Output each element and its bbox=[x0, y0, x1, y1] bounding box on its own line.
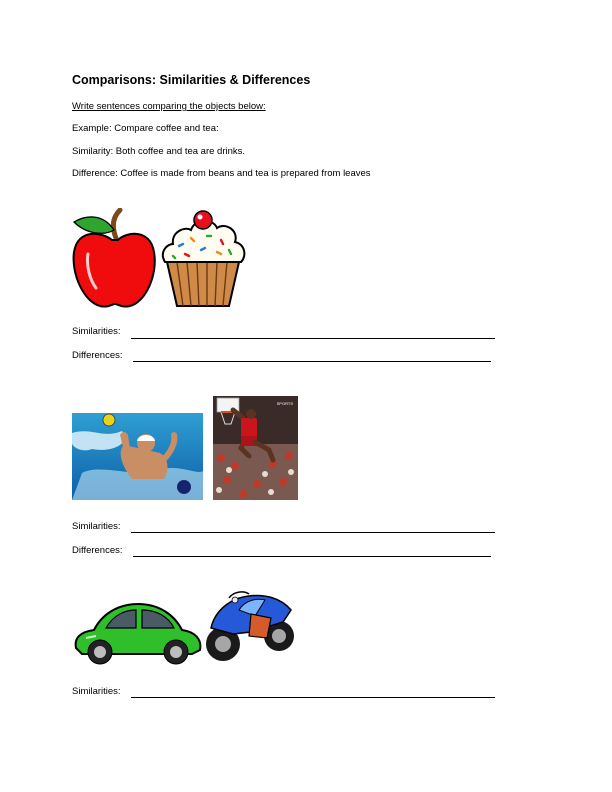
photo-credit: SPORTS bbox=[276, 401, 293, 406]
differences-answer-line-2[interactable] bbox=[133, 556, 491, 557]
example-prompt: Example: Compare coffee and tea: bbox=[72, 123, 219, 134]
similarities-label-2: Similarities: bbox=[72, 521, 121, 532]
differences-answer-line-1[interactable] bbox=[133, 361, 491, 362]
basketball-dunk-photo bbox=[213, 396, 298, 500]
cupcake-image bbox=[161, 206, 247, 309]
blue-motorcycle-image bbox=[205, 588, 297, 665]
apple-image bbox=[72, 208, 156, 311]
green-car-image bbox=[72, 600, 202, 665]
water-polo-photo bbox=[72, 413, 203, 500]
differences-label-2: Differences: bbox=[72, 545, 123, 556]
instruction-text: Write sentences comparing the objects below: bbox=[72, 101, 266, 112]
similarities-answer-line-2[interactable] bbox=[131, 532, 495, 533]
similarities-label-3: Similarities: bbox=[72, 686, 121, 697]
similarities-answer-line-1[interactable] bbox=[131, 338, 495, 339]
example-difference: Difference: Coffee is made from beans and tea is prepared from leaves bbox=[72, 168, 371, 179]
differences-label-1: Differences: bbox=[72, 350, 123, 361]
page-title: Comparisons: Similarities & Differences bbox=[72, 73, 311, 87]
similarities-label-1: Similarities: bbox=[72, 326, 121, 337]
example-similarity: Similarity: Both coffee and tea are drinks. bbox=[72, 146, 246, 157]
similarities-answer-line-3[interactable] bbox=[131, 697, 495, 698]
